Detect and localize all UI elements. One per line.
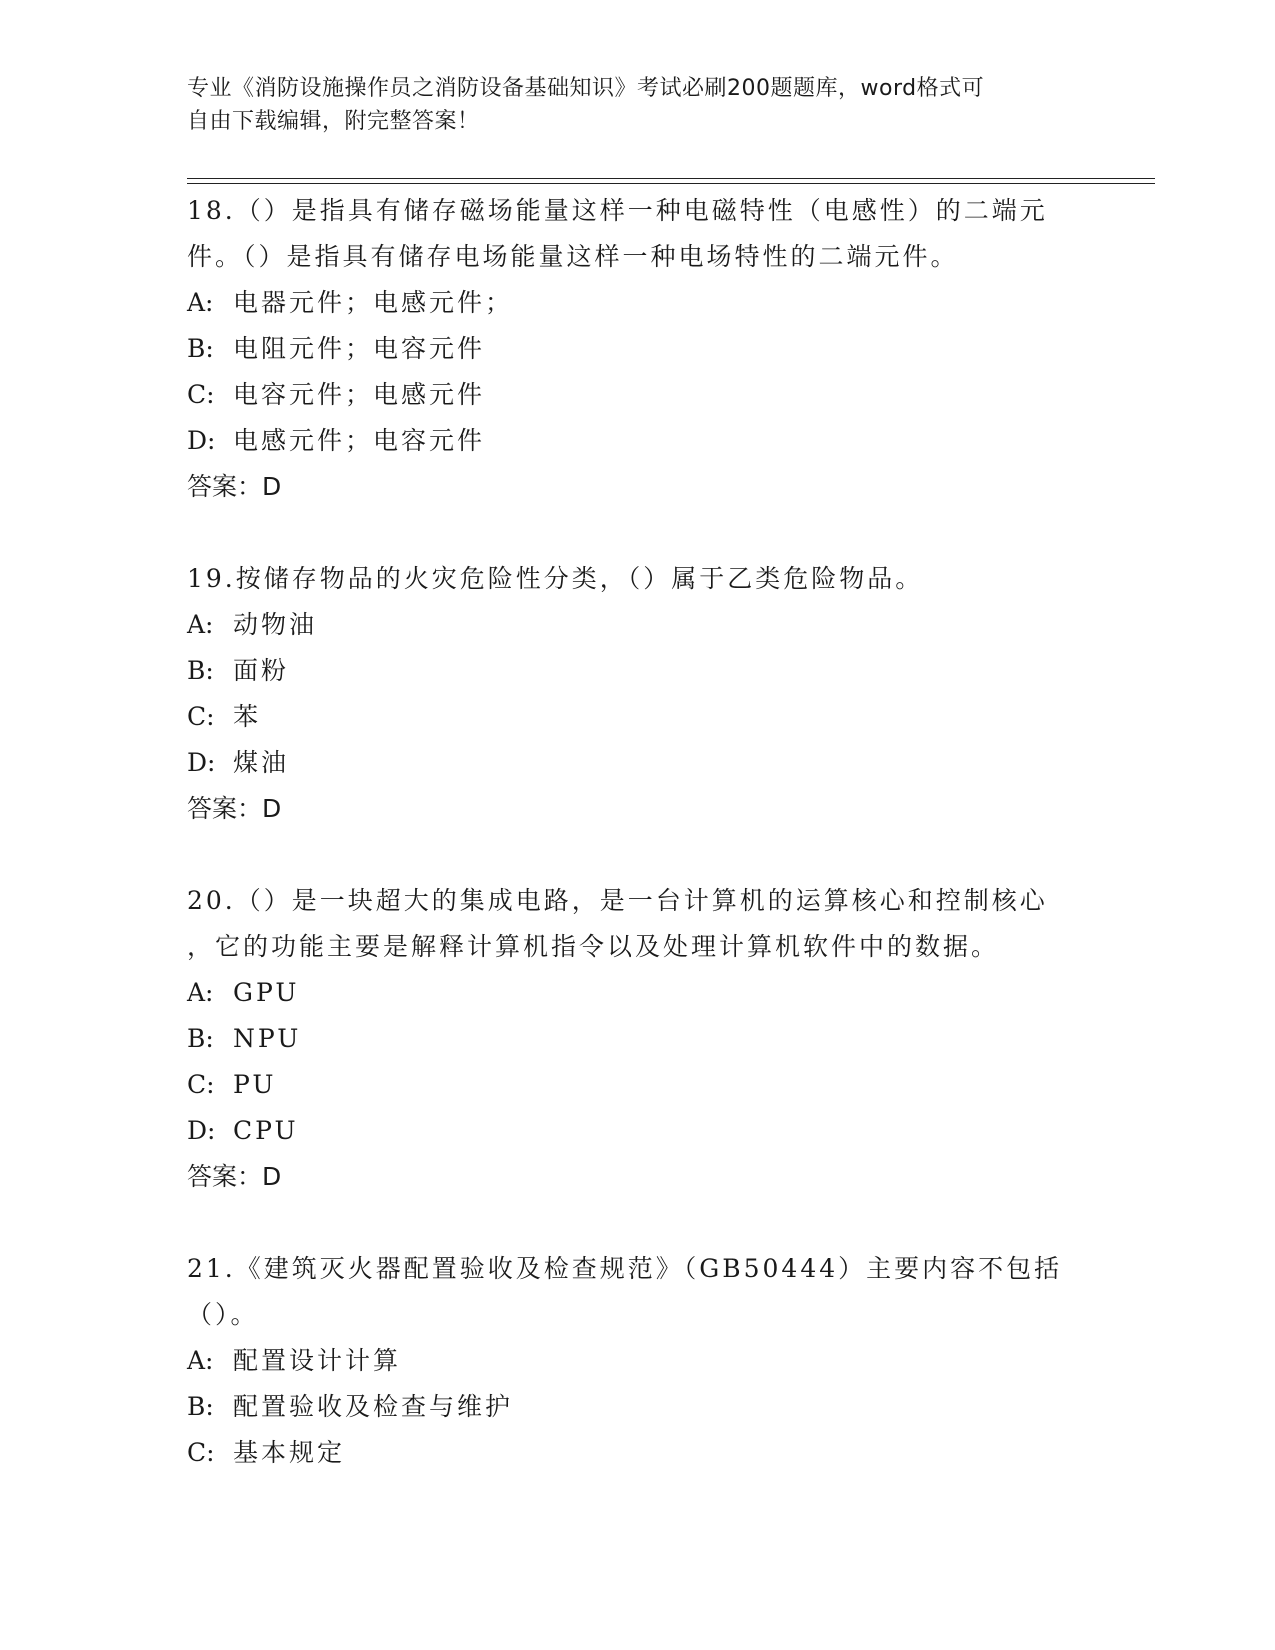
option-b: [187, 326, 1087, 372]
option-key: D:: [187, 426, 216, 455]
answer-line: [187, 464, 1087, 510]
option-key: C:: [187, 380, 215, 409]
option-c: [187, 1062, 1087, 1108]
option-key: A:: [187, 610, 214, 639]
option-key: B:: [187, 1024, 214, 1053]
option-text: 配置验收及检查与维护: [233, 1392, 514, 1421]
option-key: A:: [187, 1346, 214, 1375]
option-key: A:: [187, 288, 214, 317]
option-key: B:: [187, 334, 214, 363]
option-key: B:: [187, 656, 214, 685]
option-key: C:: [187, 1438, 215, 1467]
option-text: 面粉: [233, 656, 290, 685]
answer-line: [187, 1154, 1087, 1200]
question-stem-line-1: 20.（）是一块超大的集成电路，是一台计算机的运算核心和控制核心: [187, 886, 1048, 915]
option-text: PU: [233, 1070, 277, 1099]
question-stem-line-2: （）。: [187, 1300, 259, 1329]
header-divider-bottom: [187, 183, 1155, 184]
option-b: [187, 1384, 1087, 1430]
question-list: [187, 188, 1087, 1522]
answer-value: D: [262, 1162, 282, 1191]
option-key: B:: [187, 1392, 214, 1421]
option-d: [187, 740, 1087, 786]
option-text: 电器元件；电感元件；: [233, 288, 514, 317]
option-text: CPU: [233, 1116, 299, 1145]
header-divider-top: [187, 178, 1155, 179]
answer-label: 答案：: [187, 794, 263, 823]
option-text: 基本规定: [233, 1438, 346, 1467]
option-key: C:: [187, 1070, 215, 1099]
answer-label: 答案：: [187, 1162, 263, 1191]
answer-label: 答案：: [187, 472, 263, 501]
option-a: [187, 1338, 1087, 1384]
option-text: 配置设计计算: [233, 1346, 402, 1375]
question-stem-line-1: 21.《建筑灭火器配置验收及检查规范》（GB50444）主要内容不包括: [187, 1254, 1063, 1283]
answer-value: D: [262, 794, 282, 823]
option-d: [187, 1108, 1087, 1154]
question-19: [187, 556, 1087, 832]
option-a: [187, 970, 1087, 1016]
option-text: 电感元件；电容元件: [233, 426, 486, 455]
option-c: [187, 1430, 1087, 1476]
option-a: [187, 602, 1087, 648]
answer-value: D: [262, 472, 282, 501]
option-text: 煤油: [233, 748, 290, 777]
option-c: [187, 694, 1087, 740]
option-key: C:: [187, 702, 215, 731]
question-20: [187, 878, 1087, 1200]
header-title-line-2: 自由下载编辑，附完整答案！: [187, 109, 480, 134]
answer-line: [187, 786, 1087, 832]
option-key: D:: [187, 748, 216, 777]
option-text: NPU: [233, 1024, 302, 1053]
question-stem-line-1: 18.（）是指具有储存磁场能量这样一种电磁特性（电感性）的二端元: [187, 196, 1048, 225]
question-stem-line-1: 19.按储存物品的火灾危险性分类，（）属于乙类危险物品。: [187, 564, 924, 593]
option-text: 电容元件；电感元件: [233, 380, 486, 409]
question-stem-line-2: 件。（）是指具有储存电场能量这样一种电场特性的二端元件。: [187, 242, 959, 271]
header-title-line-1: 专业《消防设施操作员之消防设备基础知识》考试必刷200题题库，word格式可: [187, 76, 985, 101]
option-b: [187, 1016, 1087, 1062]
option-key: A:: [187, 978, 214, 1007]
option-a: [187, 280, 1087, 326]
question-stem-line-2: ，它的功能主要是解释计算机指令以及处理计算机软件中的数据。: [187, 932, 1000, 961]
option-c: [187, 372, 1087, 418]
option-text: 电阻元件；电容元件: [233, 334, 486, 363]
question-21: [187, 1246, 1087, 1476]
document-header: [187, 72, 1087, 138]
option-d: [187, 418, 1087, 464]
option-key: D:: [187, 1116, 216, 1145]
option-text: 动物油: [233, 610, 318, 639]
question-18: [187, 188, 1087, 510]
option-b: [187, 648, 1087, 694]
option-text: 苯: [233, 702, 262, 731]
option-text: GPU: [233, 978, 300, 1007]
